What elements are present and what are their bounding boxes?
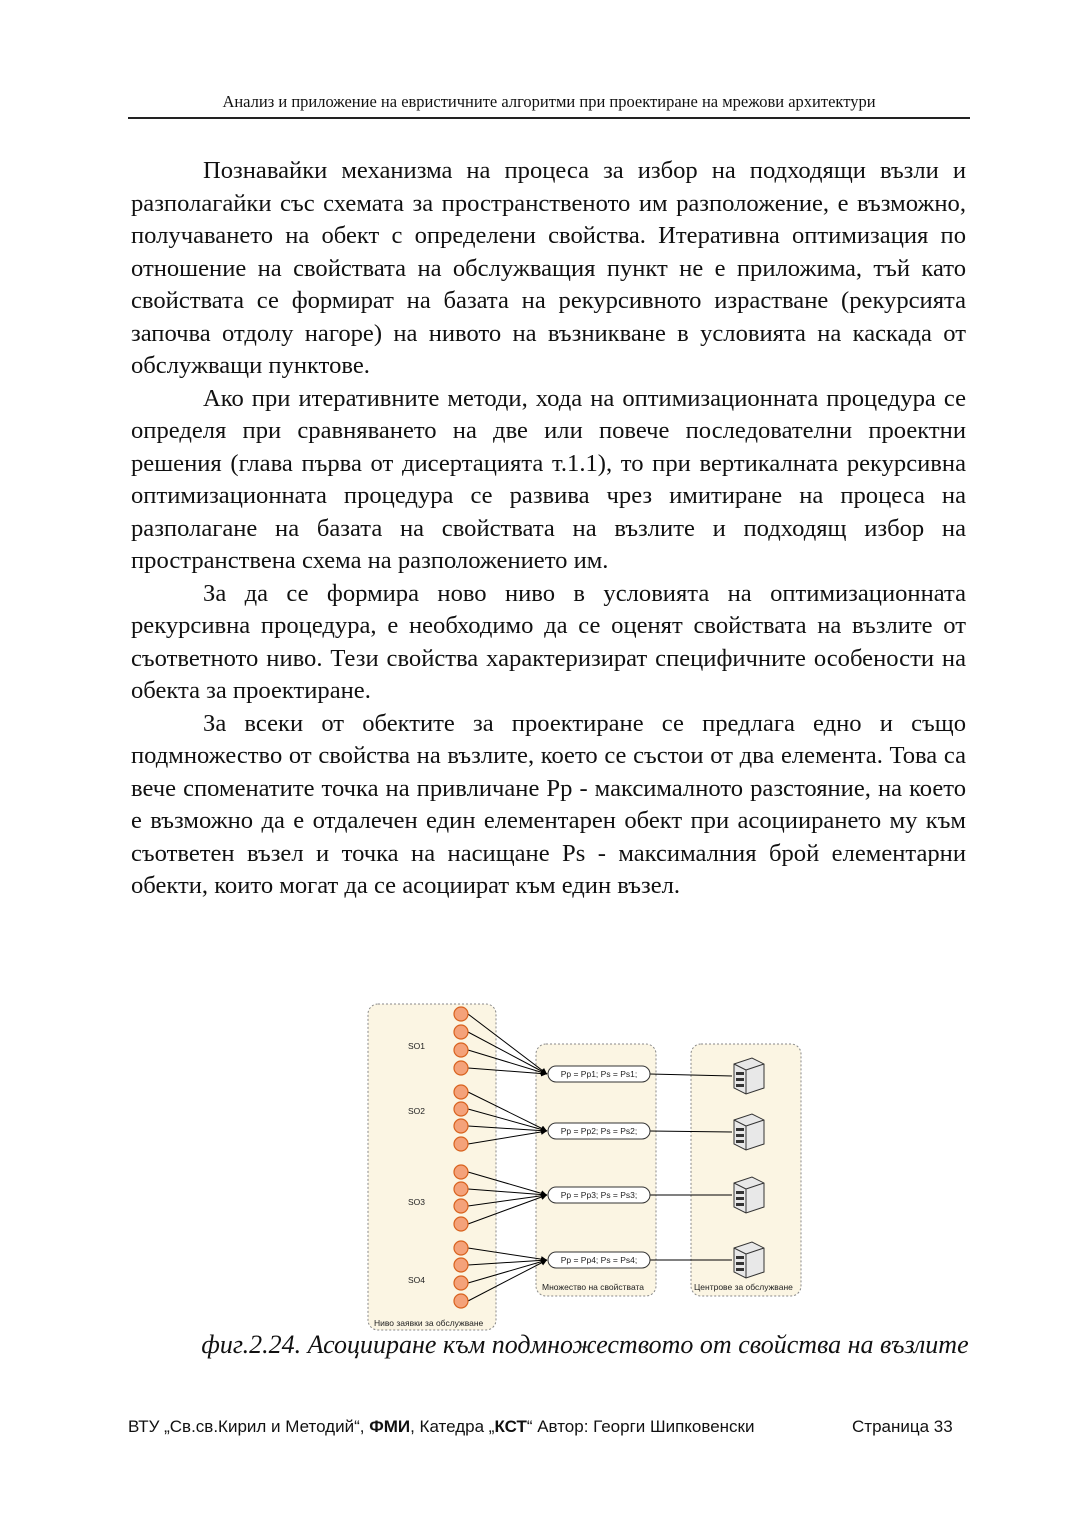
svg-text:Pp = Pp4; Ps = Ps4;: Pp = Pp4; Ps = Ps4; [560, 1255, 638, 1265]
body-text [131, 155, 966, 903]
page-header: Анализ и приложение на евристичните алгоритми при проектиране на мрежови архитектури [128, 92, 970, 119]
footer-author: “ Автор: Георги Шипковенски [526, 1417, 755, 1436]
footer-text: , Катедра „ [410, 1417, 495, 1436]
request-node [454, 1217, 468, 1231]
label-request-level: Ниво заявки за обслужване [374, 1318, 484, 1328]
property-box-4 [548, 1252, 650, 1268]
request-node [454, 1085, 468, 1099]
footer-department: КСТ [494, 1417, 527, 1436]
svg-text:Pp = Pp3; Ps = Ps3;: Pp = Pp3; Ps = Ps3; [560, 1190, 638, 1200]
request-node [454, 1276, 468, 1290]
footer-faculty: ФМИ [369, 1417, 411, 1436]
footer-text: ВТУ „Св.св.Кирил и Методий“, [128, 1417, 370, 1436]
group-label-so1: SO1 [408, 1041, 426, 1051]
server-icon [734, 1177, 764, 1213]
request-node [454, 1025, 468, 1039]
svg-text:Pp = Pp1; Ps = Ps1;: Pp = Pp1; Ps = Ps1; [560, 1069, 638, 1079]
request-node [454, 1258, 468, 1272]
request-node [454, 1061, 468, 1075]
group-label-so2: SO2 [408, 1106, 426, 1116]
figure-diagram [366, 1002, 806, 1332]
label-properties: Множество на свойствата [542, 1282, 645, 1292]
request-node [454, 1119, 468, 1133]
server-icon [734, 1114, 764, 1150]
request-node [454, 1137, 468, 1151]
request-node [454, 1043, 468, 1057]
server-icon [734, 1058, 764, 1094]
request-node [454, 1102, 468, 1116]
group-label-so4: SO4 [408, 1275, 426, 1285]
property-box-2 [548, 1123, 650, 1139]
page-footer [128, 1416, 755, 1438]
label-service-centers: Центрове за обслужване [694, 1282, 793, 1292]
page-number: Страница 33 [852, 1417, 953, 1436]
figure-caption: фиг.2.24. Асоцииране към подмножеството от свойства на възлите [201, 1330, 969, 1359]
paragraph-2: Ако при итеративните методи, хода на оптимизационната процедура се определя при сравняването на две или повече последователни проектни решения (глава първа от дисертацията т.1.1), то при вертикалната рекурсивна оптимизационната процедура се развива чрез имитиране на процеса на разполагане на базата на свойствата на възлите и подходящ избор на пространствена схема на разположението им. [131, 384, 966, 574]
paragraph-4: За всеки от обектите за проектиране се предлага едно и също подмножество от свойства на възлите, което се състои от два елемента. Това са вече споменатите точка на привличане Pp - максималното разстояние, на което е възможно да е отдалечен един елементарен обект при асоциирането му към съответен възел и точка на насищане Ps - максималния брой елементарни обекти, които могат да се асоциират към един възел. [131, 709, 966, 899]
request-node [454, 1007, 468, 1021]
server-icon [734, 1242, 764, 1278]
property-box-3 [548, 1187, 650, 1203]
property-box-1 [548, 1066, 650, 1082]
request-node [454, 1182, 468, 1196]
request-node [454, 1294, 468, 1308]
request-node [454, 1199, 468, 1213]
request-node [454, 1241, 468, 1255]
paragraph-1: Познавайки механизма на процеса за избор на подходящи възли и разполагайки със схемата за пространственото им разположение, е възможно, получаването на обект с определени свойства. Итеративна оптимизация по отношение на свойствата на обслужващия пункт не е приложима, тъй като свойствата се формират на базата на рекурсивното израстване (рекурсията започва отдолу нагоре) на нивото на възникване в условията на каскада от обслужващи пунктове. [131, 157, 966, 379]
association-diagram [366, 1002, 806, 1332]
paragraph-3: За да се формира ново ниво в условията на оптимизационната рекурсивна процедура, е необходимо да се оценят свойствата на възлите от съответното ниво. Тези свойства характеризират специфичните особености на обекта за проектиране. [131, 579, 966, 704]
svg-text:Pp = Pp2; Ps = Ps2;: Pp = Pp2; Ps = Ps2; [560, 1126, 638, 1136]
group-label-so3: SO3 [408, 1197, 426, 1207]
request-node [454, 1165, 468, 1179]
